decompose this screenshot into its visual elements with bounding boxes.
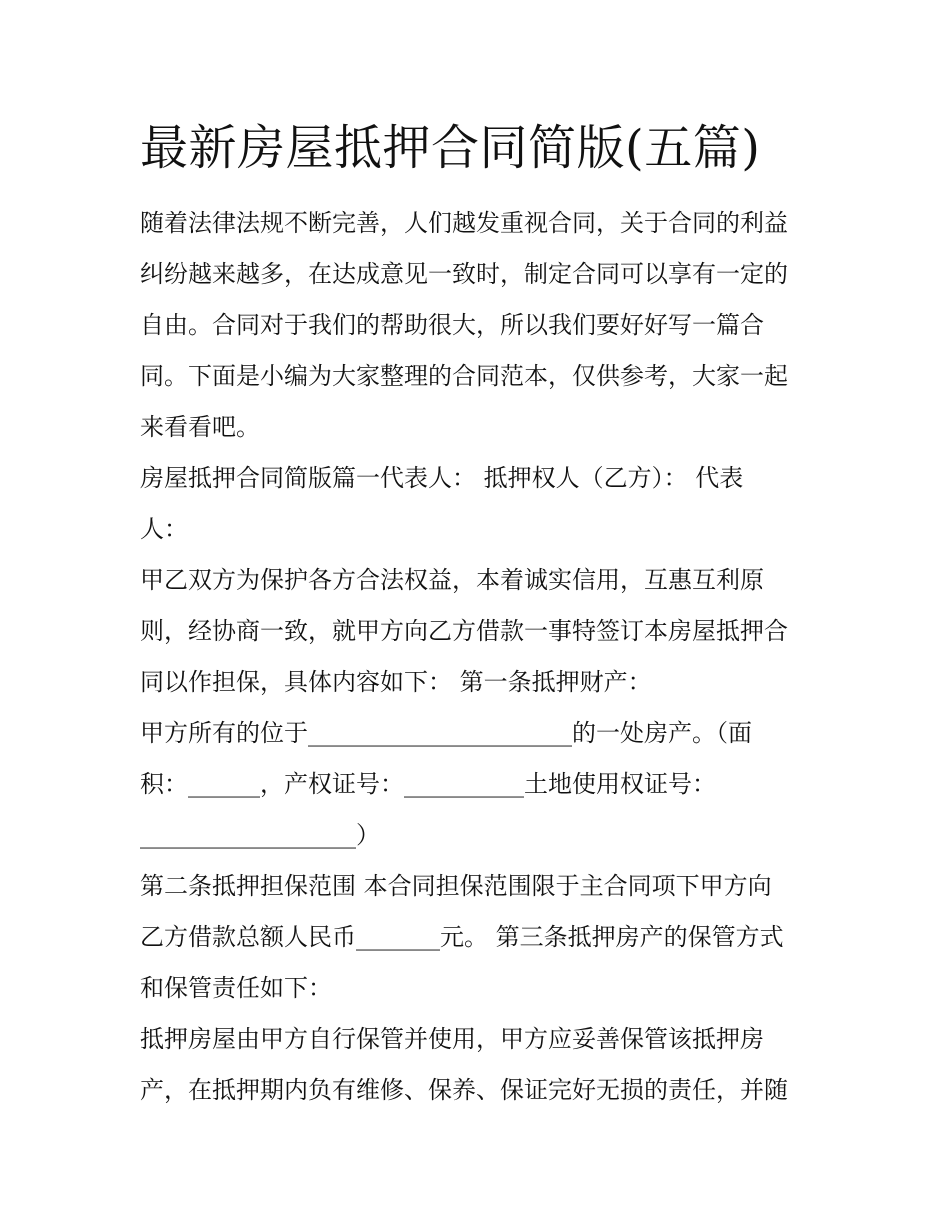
paragraph-custody [140,1014,820,1116]
text-line: 甲方所有的位于______________________的一处房产。（面 [140,719,752,747]
paragraph-article-two [140,861,820,1014]
text-line: 同以作担保，具体内容如下： 第一条抵押财产： [140,668,652,696]
text-line: 来看看吧。 [140,413,260,441]
paragraph-parties [140,453,820,555]
text-line: 随着法律法规不断完善，人们越发重视合同，关于合同的利益 [140,209,788,237]
text-line: 房屋抵押合同简版篇一代表人： 抵押权人（乙方）： 代表 [140,464,744,492]
text-line: 同。下面是小编为大家整理的合同范本，仅供参考，大家一起 [140,362,788,390]
text-line: 自由。合同对于我们的帮助很大，所以我们要好好写一篇合 [140,311,764,339]
text-line: 产，在抵押期内负有维修、保养、保证完好无损的责任，并随 [140,1076,788,1104]
document-body [140,198,820,1116]
text-line: 第二条抵押担保范围 本合同担保范围限于主合同项下甲方向 [140,872,772,900]
text-line: 抵押房屋由甲方自行保管并使用，甲方应妥善保管该抵押房 [140,1025,764,1053]
text-line: 纠纷越来越多，在达成意见一致时，制定合同可以享有一定的 [140,260,788,288]
text-line: 积：______，产权证号：__________土地使用权证号： [140,770,716,798]
text-line: __________________） [140,821,380,849]
paragraph-property [140,708,820,861]
paragraph-preamble [140,555,820,708]
paragraph-intro [140,198,820,453]
text-line: 甲乙双方为保护各方合法权益，本着诚实信用，互惠互利原 [140,566,764,594]
text-line: 乙方借款总额人民币_______元。 第三条抵押房产的保管方式 [140,923,784,951]
document-title: 最新房屋抵押合同简版(五篇) [140,120,761,176]
text-line: 和保管责任如下： [140,974,332,1002]
text-line: 人： [140,515,188,543]
text-line: 则，经协商一致，就甲方向乙方借款一事特签订本房屋抵押合 [140,617,788,645]
